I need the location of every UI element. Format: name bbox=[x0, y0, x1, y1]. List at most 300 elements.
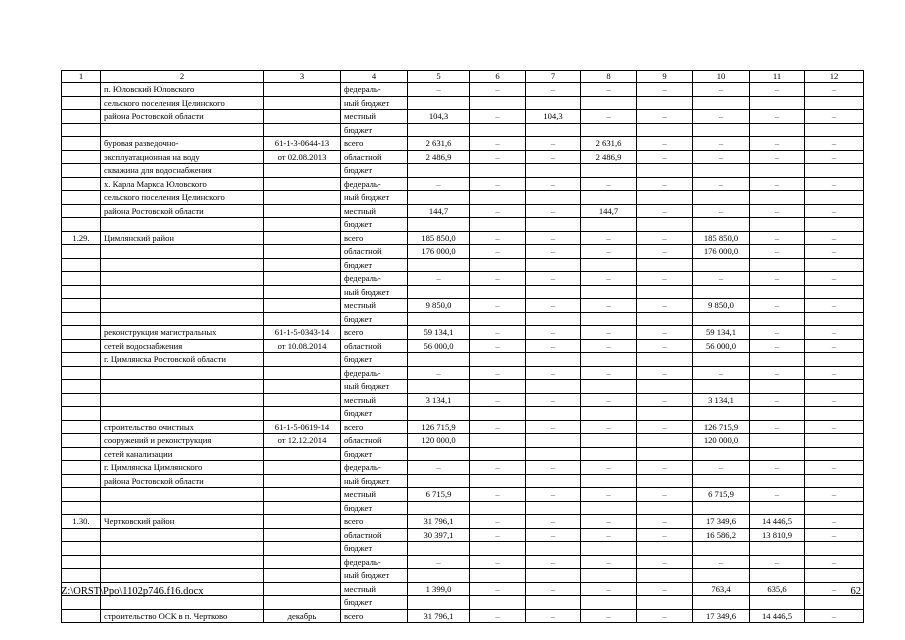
table-cell: – bbox=[693, 272, 750, 286]
table-cell bbox=[526, 569, 581, 583]
table-cell bbox=[526, 474, 581, 488]
table-cell bbox=[62, 204, 101, 218]
table-cell: 30 397,1 bbox=[408, 528, 470, 542]
table-cell bbox=[805, 123, 864, 137]
table-cell: от 02.08.2013 bbox=[264, 150, 341, 164]
table-cell: района Ростовской области bbox=[101, 110, 264, 124]
table-cell bbox=[693, 501, 750, 515]
table-row bbox=[62, 555, 864, 569]
table-cell: – bbox=[581, 420, 637, 434]
table-cell: 59 134,1 bbox=[693, 326, 750, 340]
table-cell: 763,4 bbox=[693, 582, 750, 596]
table-row bbox=[62, 231, 864, 245]
table-cell bbox=[62, 123, 101, 137]
table-cell bbox=[62, 312, 101, 326]
table-row bbox=[62, 474, 864, 488]
table-cell: – bbox=[750, 488, 805, 502]
table-cell bbox=[637, 501, 693, 515]
table-cell: ный бюджет bbox=[341, 474, 408, 488]
table-cell: – bbox=[637, 110, 693, 124]
table-cell: федераль- bbox=[341, 366, 408, 380]
table-cell bbox=[693, 218, 750, 232]
table-cell: – bbox=[693, 177, 750, 191]
table-cell: – bbox=[470, 110, 526, 124]
table-cell bbox=[693, 191, 750, 205]
table-cell: областной bbox=[341, 245, 408, 259]
table-cell bbox=[264, 245, 341, 259]
table-cell bbox=[750, 569, 805, 583]
table-cell bbox=[408, 218, 470, 232]
table-cell bbox=[101, 555, 264, 569]
table-cell: 3 134,1 bbox=[408, 393, 470, 407]
table-cell bbox=[750, 96, 805, 110]
table-cell bbox=[264, 501, 341, 515]
table-cell: – bbox=[805, 150, 864, 164]
table-cell: – bbox=[637, 609, 693, 623]
table-cell: – bbox=[750, 420, 805, 434]
table-cell: – bbox=[470, 488, 526, 502]
table-cell: – bbox=[637, 528, 693, 542]
table-cell bbox=[526, 501, 581, 515]
table-cell bbox=[470, 407, 526, 421]
table-cell: – bbox=[581, 110, 637, 124]
table-cell bbox=[526, 434, 581, 448]
table-cell: – bbox=[750, 461, 805, 475]
table-cell bbox=[470, 447, 526, 461]
table-cell: – bbox=[805, 582, 864, 596]
table-cell bbox=[408, 447, 470, 461]
table-row bbox=[62, 218, 864, 232]
table-cell bbox=[101, 299, 264, 313]
table-cell bbox=[408, 596, 470, 610]
table-cell bbox=[62, 258, 101, 272]
header-cell: 10 bbox=[693, 71, 750, 83]
table-cell: – bbox=[526, 488, 581, 502]
table-cell: сельского поселения Целинского bbox=[101, 96, 264, 110]
table-cell: – bbox=[526, 299, 581, 313]
table-cell: местный bbox=[341, 110, 408, 124]
table-cell: 31 796,1 bbox=[408, 515, 470, 529]
table-cell: 176 000,0 bbox=[693, 245, 750, 259]
table-cell bbox=[470, 258, 526, 272]
table-cell bbox=[693, 258, 750, 272]
table-cell: – bbox=[750, 272, 805, 286]
table-cell bbox=[408, 569, 470, 583]
table-cell: реконструкция магистральных bbox=[101, 326, 264, 340]
table-cell bbox=[62, 420, 101, 434]
table-cell bbox=[637, 285, 693, 299]
table-cell: – bbox=[526, 231, 581, 245]
table-cell: 6 715,9 bbox=[408, 488, 470, 502]
table-cell: 6 715,9 bbox=[693, 488, 750, 502]
table-cell: – bbox=[526, 609, 581, 623]
table-cell: – bbox=[750, 150, 805, 164]
table-cell bbox=[101, 366, 264, 380]
table-cell bbox=[750, 312, 805, 326]
table-cell bbox=[581, 501, 637, 515]
table-cell bbox=[470, 191, 526, 205]
table-cell: 176 000,0 bbox=[408, 245, 470, 259]
table-cell: – bbox=[805, 393, 864, 407]
table-cell bbox=[750, 191, 805, 205]
table-cell: сельского поселения Целинского bbox=[101, 191, 264, 205]
table-cell: буровая разведочно- bbox=[101, 137, 264, 151]
table-cell bbox=[62, 393, 101, 407]
table-cell: 9 850,0 bbox=[408, 299, 470, 313]
table-cell: всего bbox=[341, 609, 408, 623]
table-cell: сооружений и реконструкция bbox=[101, 434, 264, 448]
table-cell: – bbox=[693, 204, 750, 218]
footer-page-number: 62 bbox=[850, 586, 861, 597]
table-cell bbox=[62, 609, 101, 623]
table-cell bbox=[526, 353, 581, 367]
table-cell: бюджет bbox=[341, 123, 408, 137]
table-cell bbox=[62, 150, 101, 164]
table-cell: бюджет bbox=[341, 407, 408, 421]
table-cell: местный bbox=[341, 204, 408, 218]
table-cell: – bbox=[581, 609, 637, 623]
table-cell bbox=[408, 191, 470, 205]
table-cell bbox=[750, 353, 805, 367]
table-cell bbox=[264, 461, 341, 475]
table-cell: всего bbox=[341, 326, 408, 340]
table-cell: – bbox=[470, 177, 526, 191]
table-cell: – bbox=[581, 488, 637, 502]
footer-file-path: Z:\ORST\Ppo\1102p746.f16.docx bbox=[61, 586, 204, 597]
table-cell bbox=[62, 164, 101, 178]
table-cell bbox=[805, 447, 864, 461]
table-cell bbox=[101, 393, 264, 407]
table-cell: – bbox=[637, 339, 693, 353]
table-cell bbox=[62, 434, 101, 448]
table-cell bbox=[637, 407, 693, 421]
table-cell bbox=[805, 258, 864, 272]
table-cell: – bbox=[805, 110, 864, 124]
table-cell: 144,7 bbox=[408, 204, 470, 218]
table-cell: 635,6 bbox=[750, 582, 805, 596]
table-cell: района Ростовской области bbox=[101, 474, 264, 488]
table-cell bbox=[101, 528, 264, 542]
table-cell bbox=[264, 231, 341, 245]
table-cell: – bbox=[470, 393, 526, 407]
table-cell: бюджет bbox=[341, 353, 408, 367]
table-cell: – bbox=[637, 83, 693, 97]
table-cell bbox=[264, 407, 341, 421]
header-cell: 3 bbox=[264, 71, 341, 83]
table-cell: – bbox=[805, 137, 864, 151]
table-row bbox=[62, 123, 864, 137]
table-cell bbox=[637, 96, 693, 110]
table-cell bbox=[62, 272, 101, 286]
table-cell: – bbox=[750, 110, 805, 124]
table-cell bbox=[581, 312, 637, 326]
table-cell: – bbox=[750, 393, 805, 407]
table-cell: 9 850,0 bbox=[693, 299, 750, 313]
table-cell bbox=[526, 407, 581, 421]
table-cell bbox=[101, 596, 264, 610]
table-row bbox=[62, 110, 864, 124]
table-cell: федераль- bbox=[341, 177, 408, 191]
table-cell bbox=[637, 474, 693, 488]
table-cell: – bbox=[805, 272, 864, 286]
table-cell bbox=[470, 434, 526, 448]
table-cell: – bbox=[637, 204, 693, 218]
table-cell bbox=[805, 596, 864, 610]
table-cell bbox=[62, 177, 101, 191]
header-cell: 11 bbox=[750, 71, 805, 83]
table-cell: всего bbox=[341, 137, 408, 151]
table-cell: – bbox=[805, 339, 864, 353]
table-cell: – bbox=[637, 582, 693, 596]
table-cell bbox=[264, 218, 341, 232]
table-cell bbox=[693, 312, 750, 326]
table-cell: – bbox=[750, 299, 805, 313]
header-cell: 5 bbox=[408, 71, 470, 83]
table-cell bbox=[62, 326, 101, 340]
table-cell: – bbox=[693, 83, 750, 97]
table-cell bbox=[62, 407, 101, 421]
table-cell: г. Цимлянска Ростовской области bbox=[101, 353, 264, 367]
table-row bbox=[62, 542, 864, 556]
table-cell bbox=[264, 366, 341, 380]
table-cell: – bbox=[805, 555, 864, 569]
table-cell: района Ростовской области bbox=[101, 204, 264, 218]
table-cell: 61-1-5-0619-14 bbox=[264, 420, 341, 434]
table-cell: – bbox=[750, 326, 805, 340]
table-cell: – bbox=[805, 177, 864, 191]
table-row bbox=[62, 258, 864, 272]
table-cell bbox=[264, 515, 341, 529]
table-row bbox=[62, 177, 864, 191]
header-row bbox=[62, 71, 864, 83]
table-cell: – bbox=[637, 366, 693, 380]
table-cell bbox=[693, 164, 750, 178]
table-cell bbox=[693, 596, 750, 610]
table-cell bbox=[526, 123, 581, 137]
table-cell: – bbox=[526, 515, 581, 529]
table-cell: – bbox=[637, 177, 693, 191]
table-cell: – bbox=[637, 326, 693, 340]
table-cell bbox=[526, 96, 581, 110]
table-cell bbox=[581, 285, 637, 299]
table-row bbox=[62, 96, 864, 110]
table-cell: 61-1-5-0343-14 bbox=[264, 326, 341, 340]
table-cell: – bbox=[470, 150, 526, 164]
table-cell: – bbox=[805, 245, 864, 259]
table-cell bbox=[637, 596, 693, 610]
table-cell: – bbox=[693, 137, 750, 151]
table-cell: – bbox=[526, 272, 581, 286]
table-cell: бюджет bbox=[341, 258, 408, 272]
table-cell: – bbox=[470, 461, 526, 475]
table-cell bbox=[62, 447, 101, 461]
table-cell bbox=[581, 407, 637, 421]
table-cell: – bbox=[637, 393, 693, 407]
table-cell bbox=[101, 542, 264, 556]
table-cell: – bbox=[526, 339, 581, 353]
table-cell: областной bbox=[341, 150, 408, 164]
table-cell: областной bbox=[341, 434, 408, 448]
table-cell bbox=[264, 191, 341, 205]
table-cell bbox=[264, 177, 341, 191]
table-cell: – bbox=[581, 177, 637, 191]
table-cell bbox=[637, 542, 693, 556]
table-cell bbox=[101, 380, 264, 394]
table-cell bbox=[62, 299, 101, 313]
table-cell bbox=[101, 245, 264, 259]
table-cell: 1.30. bbox=[62, 515, 101, 529]
table-cell: – bbox=[581, 83, 637, 97]
table-cell: бюджет bbox=[341, 596, 408, 610]
table-cell: бюджет bbox=[341, 542, 408, 556]
table-cell: – bbox=[693, 366, 750, 380]
table-cell: – bbox=[693, 555, 750, 569]
table-cell: местный bbox=[341, 488, 408, 502]
table-cell: – bbox=[693, 150, 750, 164]
table-cell bbox=[637, 434, 693, 448]
table-cell bbox=[62, 474, 101, 488]
table-cell bbox=[408, 285, 470, 299]
table-cell: 120 000,0 bbox=[693, 434, 750, 448]
table-cell: – bbox=[805, 461, 864, 475]
table-cell: – bbox=[470, 339, 526, 353]
table-cell: – bbox=[470, 609, 526, 623]
table-cell bbox=[637, 312, 693, 326]
table-cell bbox=[62, 366, 101, 380]
table-cell: – bbox=[750, 245, 805, 259]
table-cell bbox=[101, 218, 264, 232]
table-cell bbox=[750, 380, 805, 394]
table-cell bbox=[62, 501, 101, 515]
table-cell: п. Юловский Юловского bbox=[101, 83, 264, 97]
table-cell: – bbox=[637, 245, 693, 259]
table-row bbox=[62, 353, 864, 367]
table-row bbox=[62, 312, 864, 326]
table-cell: сетей канализации bbox=[101, 447, 264, 461]
table-cell: ный бюджет bbox=[341, 380, 408, 394]
table-cell bbox=[470, 218, 526, 232]
table-cell: – bbox=[637, 420, 693, 434]
table-cell: 2 631,6 bbox=[408, 137, 470, 151]
table-cell bbox=[693, 569, 750, 583]
table-cell bbox=[581, 353, 637, 367]
table-cell bbox=[264, 380, 341, 394]
table-cell: – bbox=[581, 461, 637, 475]
table-cell: Цимлянский район bbox=[101, 231, 264, 245]
table-cell bbox=[62, 569, 101, 583]
table-cell bbox=[264, 447, 341, 461]
table-cell bbox=[526, 218, 581, 232]
table-row bbox=[62, 447, 864, 461]
table-row bbox=[62, 326, 864, 340]
table-cell bbox=[470, 501, 526, 515]
table-cell bbox=[62, 110, 101, 124]
table-cell bbox=[101, 272, 264, 286]
table-cell bbox=[581, 96, 637, 110]
table-row bbox=[62, 407, 864, 421]
table-cell bbox=[264, 164, 341, 178]
table-cell bbox=[62, 380, 101, 394]
table-cell bbox=[62, 461, 101, 475]
table-cell: скважина для водоснабжения bbox=[101, 164, 264, 178]
table-row bbox=[62, 420, 864, 434]
table-cell: – bbox=[526, 366, 581, 380]
table-cell bbox=[637, 218, 693, 232]
header-cell: 4 bbox=[341, 71, 408, 83]
table-cell bbox=[101, 312, 264, 326]
table-cell: 126 715,9 bbox=[408, 420, 470, 434]
table-cell bbox=[62, 528, 101, 542]
table-cell: – bbox=[526, 555, 581, 569]
table-cell: – bbox=[581, 366, 637, 380]
table-cell bbox=[805, 407, 864, 421]
table-cell bbox=[470, 123, 526, 137]
table-body bbox=[62, 71, 864, 623]
header-cell: 1 bbox=[62, 71, 101, 83]
table-cell bbox=[805, 191, 864, 205]
table-cell: х. Карла Маркса Юловского bbox=[101, 177, 264, 191]
table-cell: – bbox=[526, 420, 581, 434]
table-cell: всего bbox=[341, 420, 408, 434]
table-cell bbox=[637, 569, 693, 583]
table-cell: 14 446,5 bbox=[750, 515, 805, 529]
table-cell bbox=[581, 569, 637, 583]
table-cell bbox=[750, 596, 805, 610]
table-cell bbox=[62, 137, 101, 151]
table-cell bbox=[693, 123, 750, 137]
table-cell: – bbox=[470, 245, 526, 259]
table-cell bbox=[805, 380, 864, 394]
table-cell: 144,7 bbox=[581, 204, 637, 218]
header-cell: 8 bbox=[581, 71, 637, 83]
table-cell: – bbox=[470, 299, 526, 313]
table-cell: – bbox=[408, 83, 470, 97]
table-row bbox=[62, 191, 864, 205]
table-cell bbox=[693, 447, 750, 461]
table-cell bbox=[637, 191, 693, 205]
table-cell bbox=[264, 204, 341, 218]
header-cell: 9 bbox=[637, 71, 693, 83]
table-row bbox=[62, 434, 864, 448]
table-cell bbox=[693, 407, 750, 421]
table-row bbox=[62, 596, 864, 610]
table-cell bbox=[101, 488, 264, 502]
table-cell: – bbox=[693, 110, 750, 124]
table-cell bbox=[264, 272, 341, 286]
header-cell: 12 bbox=[805, 71, 864, 83]
table-cell: ный бюджет bbox=[341, 569, 408, 583]
table-cell bbox=[101, 407, 264, 421]
table-cell bbox=[101, 501, 264, 515]
table-cell: 104,3 bbox=[526, 110, 581, 124]
table-cell bbox=[264, 555, 341, 569]
table-cell: – bbox=[750, 339, 805, 353]
table-cell: – bbox=[805, 83, 864, 97]
table-cell bbox=[408, 501, 470, 515]
table-cell: – bbox=[637, 231, 693, 245]
table-cell bbox=[264, 312, 341, 326]
header-cell: 2 bbox=[101, 71, 264, 83]
table-row bbox=[62, 272, 864, 286]
table-cell: областной bbox=[341, 339, 408, 353]
table-cell bbox=[408, 123, 470, 137]
table-row bbox=[62, 204, 864, 218]
table-cell bbox=[62, 191, 101, 205]
table-cell bbox=[526, 312, 581, 326]
table-cell bbox=[637, 447, 693, 461]
table-cell: – bbox=[526, 150, 581, 164]
table-row bbox=[62, 137, 864, 151]
